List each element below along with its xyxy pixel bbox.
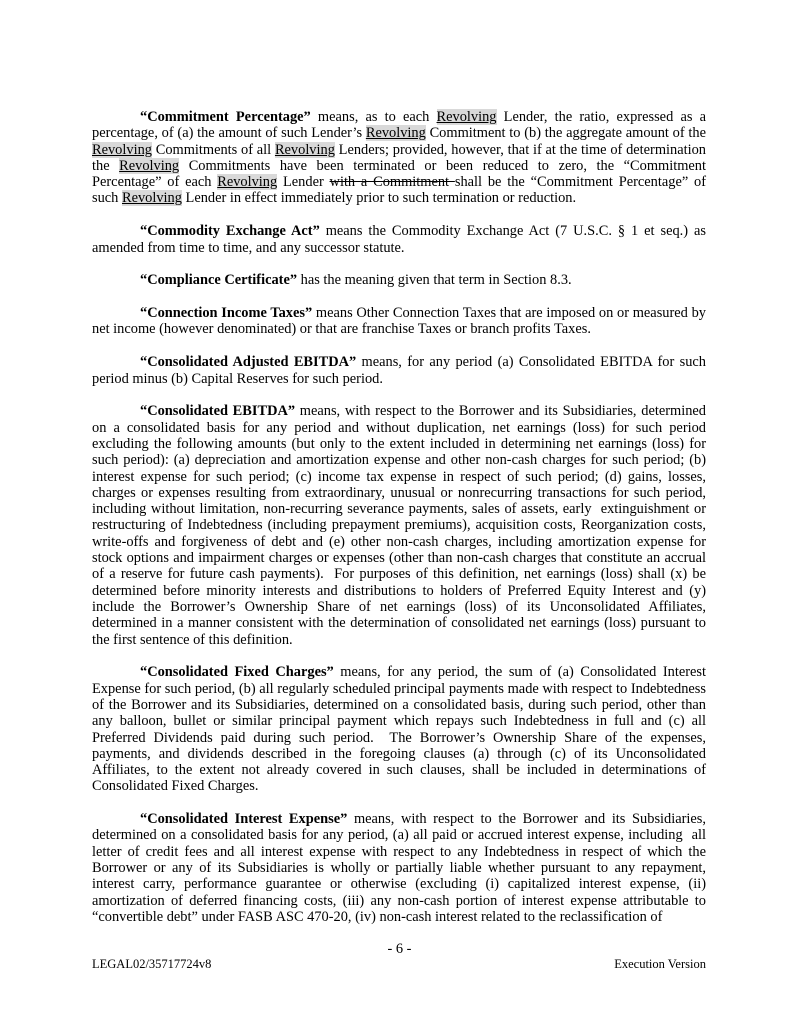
defined-term: “Consolidated Fixed Charges” (140, 664, 334, 681)
paragraph (92, 272, 706, 288)
body-text: Commitments have been terminated or been reduced to zero, the “Commitment Percentage” of each (92, 157, 710, 191)
inserted-text: Revolving (92, 141, 152, 158)
body-text: Lender, the ratio, expressed as a percentage, of (a) the amount of such Lender’s (92, 109, 710, 142)
inserted-text: Revolving (217, 174, 278, 191)
defined-term: “Commitment Percentage” (140, 109, 311, 125)
defined-term: “Connection Income Taxes” (140, 305, 313, 322)
defined-term: “Consolidated EBITDA” (140, 403, 296, 420)
body-text: Commitments of all (151, 141, 275, 158)
footer-doc-id: LEGAL02/35717724v8 (92, 957, 212, 971)
inserted-text: Revolving (365, 125, 426, 142)
body-text: shall be the “Commitment Percentage” of such (92, 174, 710, 207)
inserted-text: Revolving (119, 157, 180, 174)
paragraph (92, 664, 710, 795)
paragraph (92, 354, 710, 387)
footer-version-label: Execution Version (614, 957, 706, 971)
document-body (92, 109, 710, 925)
body-text: means, with respect to the Borrower and its Subsidiaries, determined on a consolidated basis for any period and without duplication, net earnings (loss) for such period excluding the following amounts (but only to the extent included in determining net earnings (loss) for such period): (a) depreciation and amortization expense and other non-cash charges for such period; (b) interest expense for such period; (c) income tax expense in respect of such period; (d) gains, losses, charges or expenses resulting from extraordinary, unusual or nonrecurring transactions for such period, including without limitation, non-recurring severance payments, sales of assets, early extinguishment or restructuring of Indebtedness (including prepayment premiums), acquisition costs, Reorganization costs, write-offs and forgiveness of debt and (e) other non-cash charges, including amortization expense for stock options and impairment charges or expenses (other than non-cash charges that constitute an accrual of a reserve for future cash payments). For purposes of this definition, net earnings (loss) shall (x) be determined before minority interests and distributions to holders of Preferred Equity Interest and (y) include the Borrower’s Ownership Share of net earnings (loss) of its Unconsolidated Affiliates, determined in a manner consistent with the determination of consolidated net earnings (loss) pursuant to the first sentence of this definition. (92, 403, 710, 648)
body-text: means Other Connection Taxes that are imposed on or measured by net income (however denominated) or that are franchise Taxes or branch profits Taxes. (92, 305, 710, 338)
inserted-text: Revolving (436, 109, 497, 125)
defined-term: “Consolidated Interest Expense” (140, 811, 348, 828)
inserted-text: Revolving (121, 190, 182, 207)
inserted-text: Revolving (274, 141, 335, 158)
paragraph (92, 223, 710, 256)
defined-term: “Commodity Exchange Act” (140, 223, 320, 240)
body-text: means, for any period, the sum of (a) Consolidated Interest Expense for such period, (b) all regularly scheduled principal payments made with respect to Indebtedness of the Borrower and its Subsidiaries, determined on a consolidated basis, during such period, other than any balloon, bullet or similar principal payment which repays such Indebtedness in full and (c) all Preferred Dividends paid during such period. The Borrower’s Ownership Share of the expenses, payments, and dividends described in the foregoing clauses (a) through (c) of its Unconsolidated Affiliates, to the extent not already covered in such clauses, shall be included in determinations of Consolidated Fixed Charges. (92, 664, 710, 795)
body-text: Lenders; provided, however, that if at the time of determination the (92, 141, 710, 174)
paragraph (92, 403, 710, 648)
body-text: means, as to each (310, 109, 437, 125)
deleted-text: with a Commitment (329, 174, 455, 191)
body-text: Lender (277, 174, 330, 191)
body-text: means, for any period (a) Consolidated EBITDA for such period minus (b) Capital Reserves for such period. (92, 354, 710, 387)
defined-term: “Compliance Certificate” (140, 272, 298, 289)
body-text: means the Commodity Exchange Act (7 U.S.C. § 1 et seq.) as amended from time to time, and any successor statute. (92, 223, 710, 256)
paragraph (92, 109, 710, 207)
body-text: has the meaning given that term in Section 8.3. (297, 272, 572, 289)
body-text: Lender in effect immediately prior to such termination or reduction. (181, 190, 577, 207)
body-text: Commitment to (b) the aggregate amount of the (425, 125, 710, 142)
defined-term: “Consolidated Adjusted EBITDA” (140, 354, 357, 371)
paragraph (92, 305, 710, 338)
body-text: means, with respect to the Borrower and its Subsidiaries, determined on a consolidated basis for any period, (a) all paid or accrued interest expense, including all letter of credit fees and all interest expense with respect to any Indebtedness in respect of which the Borrower or any of its Subsidiaries is wholly or partially liable whether pursuant to any repayment, interest carry, performance guarantee or otherwise (excluding (i) capitalized interest expense, (ii) amortization of deferred financing costs, (iii) any non-cash portion of interest expense attributable to “convertible debt” under FASB ASC 470-20, (iv) non-cash interest related to the reclassification of (92, 811, 710, 925)
paragraph (92, 811, 710, 925)
page-number: - 6 - (387, 941, 412, 957)
